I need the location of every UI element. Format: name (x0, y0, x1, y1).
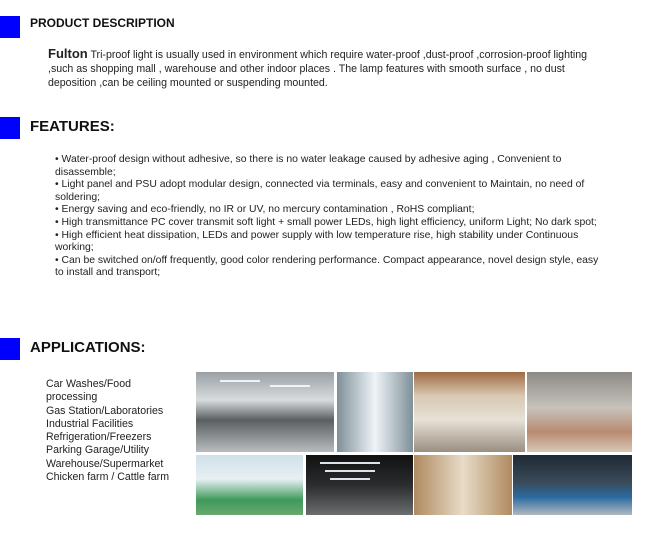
lamp-highlight (325, 470, 375, 472)
car-wash-photo (306, 455, 413, 515)
factory-photo (196, 455, 303, 515)
warehouse-photo (414, 372, 525, 452)
application-item: Refrigeration/Freezers (46, 431, 152, 444)
application-item: Industrial Facilities (46, 417, 134, 430)
application-item: Gas Station/Laboratories (46, 404, 164, 417)
feature-item: • High transmittance PC cover transmit soft light + small power LEDs, high light efficiency, uniform Light; No dark spot; (55, 216, 597, 228)
parking-garage-photo (196, 372, 334, 452)
cold-storage-photo (337, 372, 413, 452)
feature-item: • Can be switched on/off frequently, good color rendering performance. Compact appearance, novel design style, easy to install and transport; (55, 254, 599, 279)
feature-item: • Water-proof design without adhesive, so there is no water leakage caused by adhesive aging , Convenient to disassemble; (55, 154, 562, 178)
application-item: Warehouse/Supermarket (46, 457, 164, 470)
product-description-heading: PRODUCT DESCRIPTION (30, 16, 175, 30)
applications-heading: APPLICATIONS: (30, 339, 146, 356)
feature-item: • High efficient heat dissipation, LEDs and power supply with low temperature rise, high stability under Continuous working; (55, 229, 579, 254)
product-description-text: Fulton Tri-proof light is usually used in environment which require water-proof ,dust-proof ,corrosion-proof lighting ,such as shopping mall , warehouse and other indoor places . The lamp features with smooth surface , no dust deposition ,can be ceiling mounted or suspending mounted. (48, 46, 588, 89)
applications-list (46, 378, 169, 484)
section-marker (0, 338, 20, 360)
application-item: processing (46, 391, 98, 404)
chicken-farm-photo (527, 372, 632, 452)
brand-name: Fulton (48, 46, 88, 61)
feature-item: • Light panel and PSU adopt modular design, connected via terminals, easy and convenient to Maintain, no need of soldering; (55, 179, 585, 203)
industrial-hall-photo (513, 455, 632, 515)
application-item: Parking Garage/Utility (46, 444, 150, 457)
section-marker (0, 117, 20, 139)
lamp-highlight (220, 380, 260, 382)
lamp-highlight (270, 385, 310, 387)
feature-item: • Energy saving and eco-friendly, no IR or UV, no mercury contamination , RoHS compliant; (55, 204, 475, 216)
section-marker (0, 16, 20, 38)
application-item: Car Washes/Food (46, 378, 131, 390)
lamp-highlight (330, 478, 370, 480)
lamp-highlight (320, 462, 380, 464)
features-heading: FEATURES: (30, 118, 115, 135)
features-list (55, 154, 600, 280)
application-item: Chicken farm / Cattle farm (46, 471, 170, 484)
storage-racks-photo (414, 455, 512, 515)
